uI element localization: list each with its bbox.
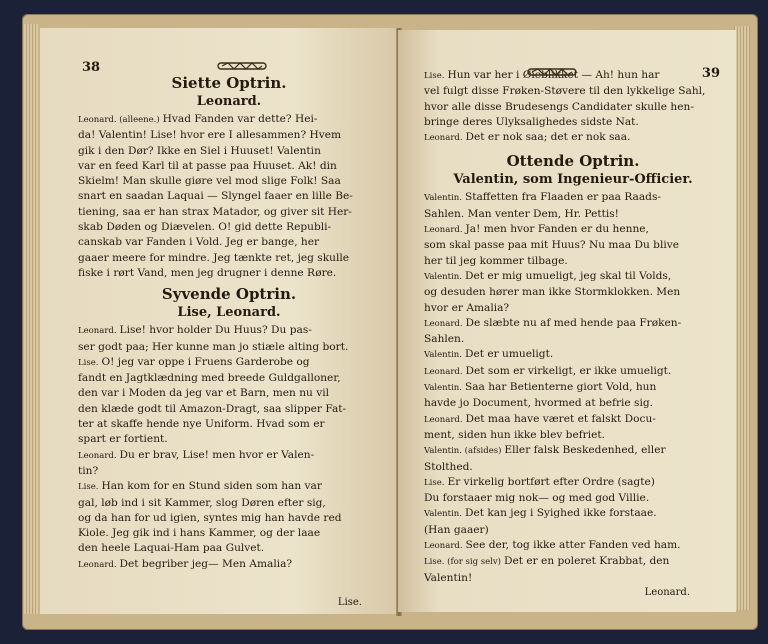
- page-edges-left: [24, 24, 38, 614]
- line-text: Hvad Fanden var dette? Hei-: [162, 113, 318, 125]
- scene-characters-7: Lise, Leonard.: [177, 305, 281, 321]
- speaker-name: Lise.: [424, 71, 445, 81]
- ornament-icon: [526, 66, 578, 78]
- speaker-name: Valentin.: [424, 193, 462, 204]
- text-line: [424, 571, 722, 586]
- text-line: [424, 554, 722, 570]
- line-text: Det er nok saa; det er nok saa.: [465, 131, 631, 144]
- text-line: [424, 100, 722, 115]
- line-text: Sahlen.: [424, 333, 465, 346]
- line-text: bringe deres Ulyksalighedes sidste Nat.: [424, 115, 639, 128]
- text-line: [78, 432, 380, 447]
- line-text: ser godt paa; Her kunne man jo stiæle alting bort.: [78, 340, 349, 353]
- page-number-right: 39: [701, 66, 720, 81]
- speaker-name: Leonard.: [424, 414, 463, 425]
- speaker-name: Valentin.: [424, 350, 462, 361]
- text-line: [424, 285, 722, 300]
- speaker-name: Leonard.: [78, 559, 117, 570]
- speaker-name: Valentin.: [424, 383, 462, 394]
- speaker-name: Lise. (for sig selv): [424, 557, 501, 568]
- text-line: [78, 112, 380, 128]
- text-line: [424, 316, 722, 332]
- text-line: [424, 396, 722, 411]
- line-text: canskab var Fanden i Vold. Jeg er bange, her: [78, 236, 320, 249]
- line-text: (Han gaaer): [424, 523, 489, 536]
- line-text: Du er brav, Lise! men hvor er Valen-: [119, 448, 315, 461]
- text-line: [424, 332, 722, 347]
- scene-heading-8: Ottende Optrin.: [506, 152, 640, 171]
- text-line: [424, 491, 722, 506]
- text-line: [78, 496, 380, 511]
- line-text: snart en saadan Laquai — Slyngel faaer en lille Be-: [78, 190, 353, 203]
- line-text: Sahlen. Man venter Dem, Hr. Pettis!: [424, 207, 619, 220]
- text-line: [78, 205, 380, 220]
- line-text: ment, siden hun ikke blev befriet.: [424, 428, 606, 441]
- line-text: hvor er Amalia?: [424, 301, 510, 314]
- text-line: [78, 526, 380, 541]
- line-text: den klæde godt til Amazon-Dragt, saa slipper Fat-: [78, 402, 347, 415]
- line-text: Er virkelig bortført efter Ordre (sagte): [447, 475, 655, 488]
- text-line: [424, 460, 722, 475]
- text-line: [78, 251, 380, 266]
- line-text: See der, tog ikke atter Fanden ved ham.: [465, 539, 681, 552]
- line-text: og desuden hører man ikke Stormklokken. Men: [424, 286, 681, 299]
- line-text: havde jo Document, hvormed at befrie sig.: [424, 397, 654, 410]
- line-text: fandt en Jagtklædning med breede Guldgalloner,: [78, 372, 341, 385]
- page-edges-right: [734, 26, 750, 610]
- line-text: Det er mig umueligt, jeg skal til Volds,: [464, 269, 672, 282]
- text-line: [424, 84, 722, 99]
- text-line: [424, 115, 722, 130]
- line-text: gik i den Dør? Ikke en Siel i Huuset! Valentin: [78, 144, 321, 157]
- line-text: var en feed Karl til at passe paa Huuset. Ak! din: [78, 159, 337, 172]
- line-text: Du forstaaer mig nok— og med god Villie.: [424, 492, 650, 505]
- line-text: gaaer meere for mindre. Jeg tænkte ret, jeg skulle: [78, 251, 350, 264]
- line-text: Skielm! Man skulle giøre vel mod slige Folk! Saa: [78, 175, 341, 188]
- text-line: [78, 159, 380, 174]
- line-text: Staffetten fra Flaaden er paa Raads-: [464, 191, 661, 204]
- text-line: [424, 301, 722, 316]
- line-text: ter at skaffe hende nye Uniform. Hvad som er: [78, 418, 325, 431]
- line-text: tiening, saa er han strax Matador, og giver sit Her-: [78, 205, 352, 218]
- text-line: [78, 144, 380, 159]
- line-text: Eller falsk Beskedenhed, eller: [504, 444, 666, 457]
- line-text: tin?: [78, 464, 99, 477]
- line-text: den var i Moden da jeg var et Barn, men nu vil: [78, 387, 329, 400]
- line-text: O! jeg var oppe i Fruens Garderobe og: [101, 355, 310, 368]
- text-line: [424, 538, 722, 554]
- text-line: [424, 347, 722, 363]
- text-line: [78, 174, 380, 189]
- line-text: da! Valentin! Lise! hvor ere I allesammen? Hvem: [78, 129, 342, 142]
- line-text: Det som er virkeligt, er ikke umueligt.: [465, 364, 672, 377]
- text-line: [78, 464, 380, 479]
- text-line: [78, 235, 380, 250]
- speaker-name: Leonard.: [424, 366, 463, 377]
- text-line: [78, 557, 380, 573]
- speaker-name: Leonard.: [424, 225, 463, 236]
- page-number-left: 38: [82, 60, 101, 75]
- text-line: [78, 128, 380, 143]
- text-line: [424, 130, 722, 146]
- text-line: [424, 190, 722, 206]
- text-line: [424, 238, 722, 253]
- line-text: Ja! men hvor Fanden er du henne,: [465, 223, 649, 236]
- line-text: Valentin!: [424, 571, 473, 584]
- line-text: Det er umueligt.: [464, 348, 554, 361]
- text-line: [78, 340, 380, 355]
- text-line: [78, 479, 380, 495]
- text-line: [424, 380, 722, 396]
- speaker-name: Lise.: [78, 482, 99, 493]
- line-text: den heele Laquai-Ham paa Gulvet.: [78, 542, 265, 555]
- speaker-name: Lise.: [78, 357, 99, 368]
- line-text: Hun var her i Øieblikket — Ah! hun har: [447, 69, 660, 81]
- text-line: [78, 220, 380, 235]
- line-text: her til jeg kommer tilbage.: [424, 254, 568, 267]
- line-text: Stolthed.: [424, 460, 473, 473]
- text-line: [78, 402, 380, 417]
- text-line: [424, 443, 722, 459]
- left-page: [40, 28, 402, 614]
- text-line: [424, 269, 722, 285]
- line-text: og da han for ud igien, syntes mig han havde red: [78, 511, 342, 524]
- line-text: fiske i rørt Vand, men jeg drugner i denne Røre.: [78, 266, 337, 279]
- text-line: [424, 207, 722, 222]
- scene-heading-6: Siette Optrin.: [171, 74, 287, 92]
- speaker-name: Leonard.: [78, 450, 117, 461]
- line-text: Det kan jeg i Syighed ikke forstaae.: [464, 507, 657, 520]
- line-text: som skal passe paa mit Huus? Nu maa Du blive: [424, 239, 679, 252]
- text-line: [78, 355, 380, 371]
- speaker-name: Leonard.: [78, 326, 117, 337]
- catchword-right: Leonard.: [644, 587, 690, 598]
- line-text: De slæbte nu af med hende paa Frøken-: [465, 316, 682, 329]
- scene-characters-6: Leonard.: [196, 94, 262, 109]
- speaker-name: Valentin.: [424, 271, 462, 282]
- text-line: [424, 254, 722, 269]
- catchword-left: Lise.: [337, 597, 362, 608]
- line-text: Kiole. Jeg gik ind i hans Kammer, og der laae: [78, 527, 321, 540]
- text-line: [424, 222, 722, 238]
- ornament-icon: [216, 60, 268, 72]
- line-text: hvor alle disse Brudesengs Candidater skulle hen-: [424, 100, 694, 113]
- text-line: [78, 371, 380, 386]
- scene-heading-7: Syvende Optrin.: [161, 285, 297, 304]
- text-line: [424, 506, 722, 522]
- right-page: [398, 30, 736, 612]
- text-line: [78, 541, 380, 556]
- line-text: vel fulgt disse Frøken-Støvere til den lykkelige Sahl,: [424, 85, 706, 98]
- text-line: [78, 448, 380, 464]
- text-line: [424, 428, 722, 443]
- text-line: [78, 386, 380, 401]
- text-line: [424, 412, 722, 428]
- speaker-name: Leonard. (alleene.): [78, 115, 160, 125]
- speaker-name: Leonard.: [424, 541, 463, 552]
- text-line: [78, 511, 380, 526]
- line-text: Han kom for en Stund siden som han var: [101, 480, 322, 493]
- speaker-name: Valentin. (afsides): [424, 446, 502, 457]
- line-text: Saa har Betienterne giort Vold, hun: [464, 381, 657, 394]
- text-line: [424, 523, 722, 538]
- speaker-name: Lise.: [424, 477, 445, 488]
- line-text: spart er fortient.: [78, 433, 168, 446]
- text-line: [78, 323, 380, 339]
- line-text: Det begriber jeg— Men Amalia?: [119, 557, 293, 570]
- speaker-name: Leonard.: [424, 133, 463, 144]
- text-line: [78, 417, 380, 432]
- text-line: [78, 266, 380, 281]
- line-text: Lise! hvor holder Du Huus? Du pas-: [119, 324, 312, 337]
- line-text: skab Døden og Diævelen. O! gid dette Republi-: [78, 221, 332, 234]
- line-text: Det maa have været et falskt Docu-: [465, 412, 656, 425]
- text-line: [424, 364, 722, 380]
- line-text: Det er en poleret Krabbat, den: [503, 555, 670, 568]
- line-text: gal, løb ind i sit Kammer, slog Døren efter sig,: [78, 496, 326, 509]
- speaker-name: Valentin.: [424, 509, 462, 520]
- speaker-name: Leonard.: [424, 318, 463, 329]
- scene-characters-8: Valentin, som Ingenieur-Officier.: [453, 172, 693, 188]
- text-line: [78, 189, 380, 204]
- text-line: [424, 475, 722, 491]
